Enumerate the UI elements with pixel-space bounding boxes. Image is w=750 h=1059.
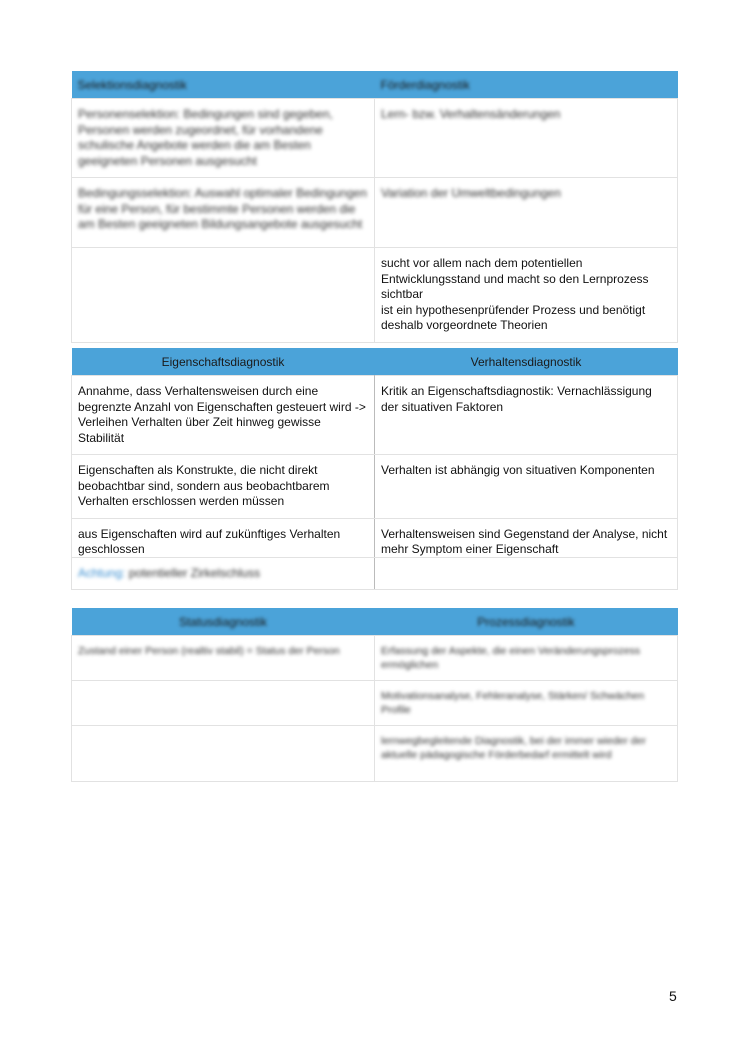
table-header: Selektionsdiagnostik bbox=[72, 71, 375, 99]
table-row bbox=[72, 557, 678, 590]
table-cell: Kritik an Eigenschaftsdiagnostik: Vernachlässigung der situativen Faktoren bbox=[375, 376, 678, 455]
table-header: Verhaltensdiagnostik bbox=[375, 348, 678, 376]
table-cell: Verhalten ist abhängig von situativen Komponenten bbox=[375, 455, 678, 519]
table-cell bbox=[72, 726, 375, 782]
table-cell: Erfassung der Aspekte, die einen Veränderungsprozess ermöglichen bbox=[375, 636, 678, 681]
table-header: Förderdiagnostik bbox=[375, 71, 678, 99]
table-row bbox=[72, 178, 678, 248]
table-row bbox=[72, 376, 678, 455]
table-cell bbox=[72, 248, 375, 343]
table-cell: lernwegbegleitende Diagnostik, bei der immer wieder der aktuelle pädagogische Förderbedarf ermittelt wird bbox=[375, 726, 678, 782]
table-header: Statusdiagnostik bbox=[72, 608, 375, 636]
table-row bbox=[72, 726, 678, 782]
table-cell: Zustand einer Person (realtiv stabil) = Status der Person bbox=[72, 636, 375, 681]
table-row bbox=[72, 248, 678, 343]
table-cell: Motivationsanalyse, Fehleranalyse, Stärken/ Schwächen Profile bbox=[375, 681, 678, 726]
table-eigenschaft-verhalten bbox=[71, 348, 678, 590]
note-cell bbox=[72, 557, 375, 590]
table-cell: Verhaltensweisen sind Gegenstand der Analyse, nicht mehr Symptom einer Eigenschaft bbox=[375, 518, 678, 557]
page-number: 5 bbox=[669, 988, 677, 1004]
table-cell: Lern- bzw. Verhaltensänderungen bbox=[375, 99, 678, 178]
table-row bbox=[72, 636, 678, 681]
table-cell: aus Eigenschaften wird auf zukünftiges Verhalten geschlossen bbox=[72, 518, 375, 557]
table-row bbox=[72, 99, 678, 178]
table-header: Prozessdiagnostik bbox=[375, 608, 678, 636]
table-cell: Eigenschaften als Konstrukte, die nicht direkt beobachtbar sind, sondern aus beobachtbarem Verhalten erschlossen werden müssen bbox=[72, 455, 375, 519]
table-row bbox=[72, 518, 678, 557]
note-key: Achtung: bbox=[78, 565, 126, 580]
table-header: Eigenschaftsdiagnostik bbox=[72, 348, 375, 376]
table-cell: Annahme, dass Verhaltensweisen durch eine begrenzte Anzahl von Eigenschaften gesteuert wird -> Verleihen Verhalten über Zeit hinweg gewisse Stabilität bbox=[72, 376, 375, 455]
note-text: potentieller Zirkelschluss bbox=[128, 565, 261, 580]
table-row bbox=[72, 681, 678, 726]
table-cell: Personenselektion: Bedingungen sind gegeben, Personen werden zugeordnet, für vorhandene schulische Angebote werden die am Besten geeigneten Personen ausgesucht bbox=[72, 99, 375, 178]
table-cell: Bedingungsselektion: Auswahl optimaler Bedingungen für eine Person, für bestimmte Personen werden die am Besten geeigneten Bildungsangebote ausgesucht bbox=[72, 178, 375, 248]
table-cell bbox=[72, 681, 375, 726]
table-cell: Variation der Umweltbedingungen bbox=[375, 178, 678, 248]
table-status-prozess bbox=[71, 608, 678, 782]
table-cell: sucht vor allem nach dem potentiellen Entwicklungsstand und macht so den Lernprozess sichtbar ist ein hypothesenprüfender Prozess und benötigt deshalb vorgeordnete Theorien bbox=[375, 248, 678, 343]
table-selektion-foerder bbox=[71, 71, 678, 343]
table-cell bbox=[375, 557, 678, 590]
table-row bbox=[72, 455, 678, 519]
